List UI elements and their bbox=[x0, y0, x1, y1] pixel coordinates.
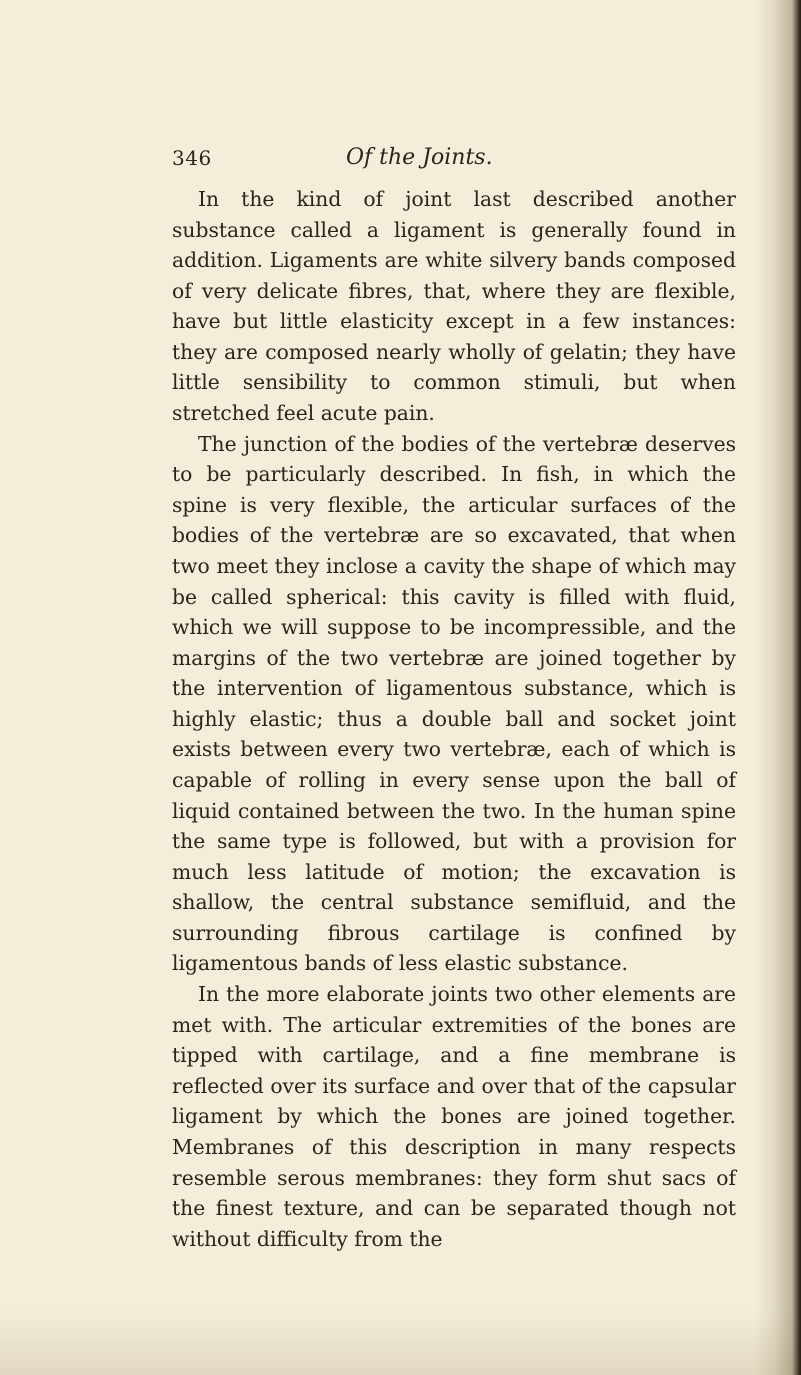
paragraph-ligaments: In the kind of joint last described another substance called a ligament is generally found in addition. Ligaments are white silvery bands composed of very delicate fibres, that, where they are flexible, have but little elasticity except in a few instances: they are composed nearly wholly of gelatin; they have little sensibility to common stimuli, but when stretched feel acute pain. bbox=[172, 187, 736, 426]
running-head bbox=[172, 146, 732, 176]
paragraph-vertebrae: The junction of the bodies of the vertebræ deserves to be particularly described. In fish, in which the spine is very flexible, the articular surfaces of the bodies of the vertebræ are so excavated, that when two meet they inclose a cavity the shape of which may be called spherical: this cavity is filled with fluid, which we will suppose to be incompressible, and the margins of the two vertebræ are joined together by the intervention of ligamentous substance, which is highly elastic; thus a double ball and socket joint exists between every two vertebræ, each of which is capable of rolling in every sense upon the ball of liquid contained between the two. In the human spine the same type is followed, but with a provision for much less latitude of motion; the excavation is shallow, the central substance semifluid, and the surrounding fibrous cartilage is confined by ligamentous bands of less elastic substance. bbox=[172, 431, 736, 976]
paragraph-elaborate-joints: In the more elaborate joints two other elements are met with. The articular extremities of the bones are tipped with cartilage, and a fine membrane is reflected over its surface and over that of the capsular ligament by which the bones are joined together. Membranes of this description in many respects resemble serous membranes: they form shut sacs of the finest texture, and can be separated though not without difficulty from the bbox=[172, 982, 736, 1251]
body-text bbox=[172, 184, 736, 1254]
running-title: Of the Joints. bbox=[346, 145, 493, 170]
page-number: 346 bbox=[172, 146, 212, 170]
